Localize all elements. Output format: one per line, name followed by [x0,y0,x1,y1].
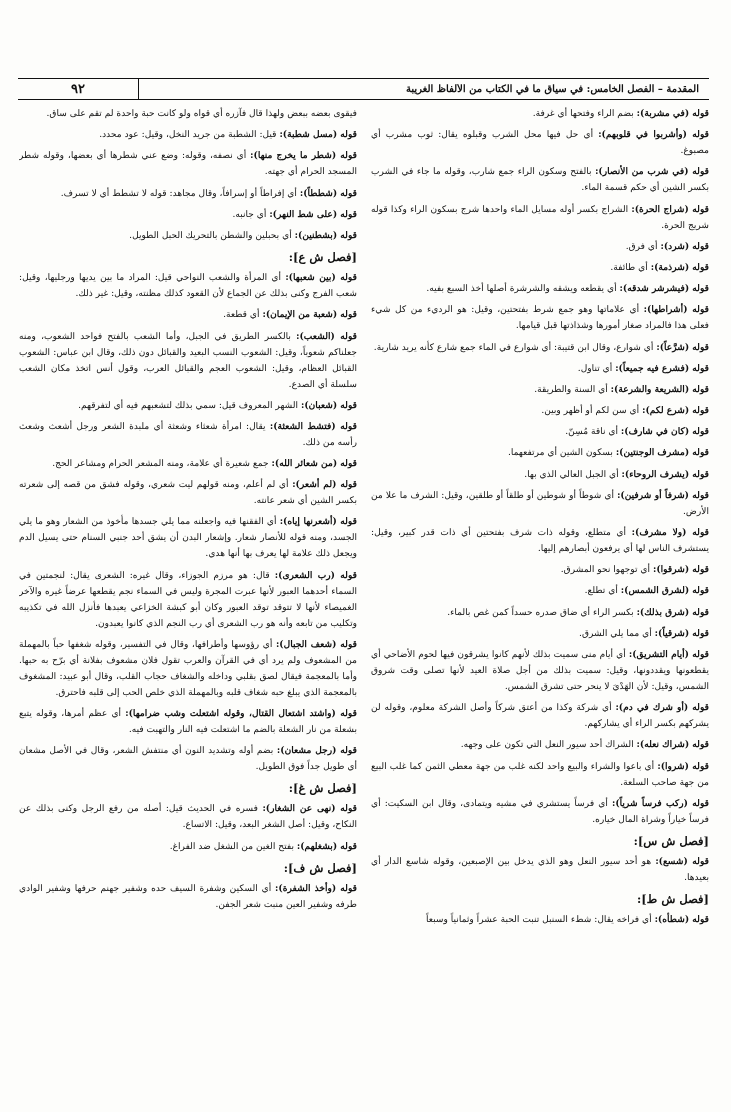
entry-text: أي جانبه. [232,209,267,220]
entry-keyword: قوله (شعف الجبال): [275,638,357,650]
entry-text: أي فرق. [625,241,658,252]
dictionary-entry [371,796,709,828]
entry-keyword: قوله (ولا مشرف): [631,527,709,538]
entry-keyword: قوله (شعبان): [300,399,357,411]
section-heading: [فصل ش ع]: [288,250,357,265]
entry-text: أي نصفه، وقوله: وضع عني شطرها أي بعضها، وقوله شطر المسجد الحرام أي جهته. [19,151,357,178]
dictionary-entry [371,403,709,419]
section-heading: [فصل ش غ]: [288,781,357,796]
dictionary-entry [371,562,709,578]
entry-keyword: قوله (واشتد اشتعال القتال، وقوله اشتعلت وشب ضرامها): [125,708,357,719]
entry-text: أي يقطعه ويشقه والشرشرة أصلها أخذ السبع بفيه. [426,284,617,295]
entry-text: فسره في الحديث قيل: أصله من رفع الرجل وكنى بذلك عن النكاح، وقيل: أصل الشغر البعد، وقيل: الاتساع. [19,804,357,831]
entry-keyword: قوله (شروا): [657,760,709,772]
entry-keyword: قوله (فتشط الشعثة): [269,420,357,432]
header-title: المقدمة – الفصل الخامس: في سياق ما في الكتاب من الألفاظ الغريبة [405,83,699,95]
entry-keyword: قوله (في مشربة): [636,108,709,119]
right-column [371,106,709,1106]
text-columns [18,106,709,1106]
entry-text: الشهر المعروف قيل: سمي بذلك لتشعبهم فيه أي لتفرقهم. [78,400,299,411]
entry-keyword: قوله (شرد): [660,240,709,252]
dictionary-entry [19,228,357,244]
entry-text: بسكون الشين أي مرتفعهما. [507,448,613,459]
dictionary-entry [19,743,357,775]
entry-keyword: قوله (أو شرك في دم): [615,702,709,714]
dictionary-entry [19,801,357,833]
entry-keyword: قوله (فشرع فيه جميعاً): [615,362,709,374]
dictionary-entry [19,419,357,451]
entry-keyword: قوله (بشطنين): [294,229,357,241]
entry-keyword: قوله (شرَّعاً): [656,341,709,353]
entry-keyword: قوله (بشغلهم): [296,840,357,852]
dictionary-entry [19,637,357,701]
dictionary-entry [371,202,709,234]
entry-text: أي مما يلي الشرق. [579,628,652,639]
entry-text: جمع شعيرة أي علامة، ومنه المشعر الحرام ومشاعر الحج. [52,459,269,470]
dictionary-entry [19,127,357,143]
entry-keyword: قوله (شرع لكم): [642,405,709,417]
dictionary-entry [19,881,357,913]
entry-text: أي شوارع، وقال ابن قتيبة: أي شوارع في الماء جمع شارع كأنه يريد شارية. [373,342,654,353]
entry-keyword: قوله (وأخذ الشفرة): [275,882,357,894]
entry-keyword: قوله (شراك نعله): [636,739,709,751]
dictionary-entry [19,706,357,738]
dictionary-entry [19,270,357,302]
dictionary-entry [371,605,709,621]
dictionary-entry [371,488,709,520]
section-heading: [فصل ش ط]: [637,892,709,907]
entry-text: أي عظم أمرها، وقوله يتبع بشعلة من نار الشعلة بالضم ما اشتعلت فيه النار والتهبت فيه. [19,709,357,735]
dictionary-entry [371,525,709,557]
entry-text: أي باعوا والشراء والبيع واحد لكنه غلب من جهة معطي الثمن كما غلب البيع من جهة صاحب السلعة. [371,761,709,788]
section-heading: [فصل ش س]: [633,833,709,848]
entry-text: أي توجهوا نحو المشرق. [560,565,651,576]
dictionary-entry [371,361,709,377]
entry-text: أي الفقنها فيه واجعلنه مما يلي جسدها مأخوذ من الشعار وهو ما يلي الجسد، ومنه قوله للأنصار شعار. وإشعار البدن أن يشق أحد جنبي السنام حتى يسيل الدم ويجعل ذلك علامة لها يعرف بها أنها هدي. [19,517,357,560]
entry-text: أي لم أعلم، ومنه قولهم ليت شعري، وقوله فشق من قصه إلى شعرته بكسر الشين أي شعر عانته. [19,480,357,507]
entry-keyword: قوله (شرذمة): [650,261,709,273]
entry-keyword: قوله (أشراطها): [643,304,709,316]
left-column [19,106,357,1106]
entry-text: أي فرساً يستشري في مشيه ويتمادى، وقال ابن السكيت: أي فرساً خياراً وشراة المال خياره. [371,798,709,825]
entry-keyword: قوله (شطأه): [654,914,709,926]
entry-text: أي قطعة. [223,310,260,321]
entry-keyword: قوله (رب الشعرى): [274,569,357,581]
dictionary-entry [19,839,357,855]
dictionary-entry [19,514,357,562]
dictionary-entry [371,127,709,159]
entry-text: أي الجبل العالي الذي بها. [524,469,619,480]
entry-text: بضم أوله وتشديد النون أي منتفش الشعر، وقال في الأصل مشعان أي طويل جداً فوق الطويل. [19,746,357,773]
entry-text: قيل: الشطبة من جريد النخل، وقيل: عود محدد. [99,130,277,141]
entry-text: أي متطلع، وقوله ذات شرف بفتحتين أي ذات قدر كبير، وقيل: يستشرف الناس لها أي يرفعون أبصارهم إليها. [371,528,709,554]
entry-keyword: قوله (بين شعبها): [285,272,357,284]
entry-text: بالفتح وسكون الراء جمع شارب، وقوله ما جاء في الشرب بكسر الشين أي حكم قسمة الماء. [371,167,709,194]
entry-text: أي فراخه يقال: شطء السنبل تنبت الحبة عشراً وثمانياً وسبعاً [425,915,652,926]
entry-text: قال: هو مرزم الجوزاء، وقال غيره: الشعرى يقال: لنجمتين في السماء أحدهما العبور لأنها عبرت المجرة وليس في السماء نجم يقطعها عرضاً غيره والآخر الغميصاء لأنها لا تتوقد توقد العبور وكان أبو كبشة الخزاعي يعبدها فأنزل الله في تكذيبه وتكليب من تابعه وأنه هو رب الشعرى أي رب النجم الذي كانوا يعبدون. [19,570,357,629]
entry-text: أي تطلع. [584,586,618,597]
entry-keyword: قوله (شسع): [655,855,709,867]
dictionary-entry [371,424,709,440]
entry-keyword: قوله (شطر ما يخرج منها): [250,150,357,162]
entry-text: أي المرأة والشعب النواحي قيل: المراد ما بين يديها ورجليها، وقيل: شعب الفرج وكنى بذلك عن الجماع لأن القعود كذلك مظنته، وقيل: غير ذلك. [19,273,357,300]
entry-keyword: قوله (مشرف الوجنتين): [615,447,709,459]
dictionary-entry [371,583,709,599]
entry-text: بفتح الغين من الشغل ضد الفراغ. [169,841,294,852]
entry-keyword: قوله (فيشرشر شدقه): [619,283,709,295]
dictionary-entry [19,148,357,180]
entry-keyword: قوله (في شرب من الأنصار): [595,166,709,178]
entry-keyword: قوله (أيام التشريق): [628,648,709,660]
entry-text: الشراج بكسر أوله مسايل الماء واحدها شرج بسكون الراء وكذا قوله شريج الحرة. [371,204,709,231]
entry-text: أي أيام منى سميت بذلك لأنهم كانوا يشرقون فيها لحوم الأضاحي أي يقطعونها ويقددونها، وقيل: سميت بذلك من أجل صلاة العيد لأنها تصلى وقت شروق الشمس، وقيل: لأن الهَدْيَ لا ينحر حتى تشرق الشمس. [371,649,709,692]
entry-text: هو أحد سيور النعل وهو الذي يدخل بين الإصبعين، وقوله شاسع الدار أي بعيدها. [371,856,709,883]
entry-keyword: قوله (شعبة من الإيمان): [262,309,357,321]
dictionary-entry [371,700,709,732]
entry-text: بكسر الراء أي ضاق صدره حسداً كمن غص بالماء. [447,607,634,618]
entry-text: أي تناول. [577,363,613,374]
dictionary-entry [19,456,357,472]
entry-text: أي السكين وشفرة السيف حده وشفير جهنم حرفها وشفير الوادي طرفه وشفير العين منبت شعر الجفن. [19,883,357,910]
entry-keyword: قوله (نهى عن الشغار): [262,803,357,815]
dictionary-entry [371,106,709,122]
entry-keyword: قوله (مسل شطبة): [279,129,357,141]
entry-text: أي شركة وكذا من أعتق شركاً وأصل الشركة معلوم، وقوله لن يشركهم بكسر الراء أي يشاركهم. [371,703,709,730]
entry-keyword: قوله (رجل مشعان): [276,745,357,757]
page-number: ٩٢ [18,79,139,99]
entry-text: أي السنة والطريقة. [534,384,608,395]
dictionary-entry [371,445,709,461]
dictionary-entry [371,854,709,886]
dictionary-entry [19,568,357,632]
entry-keyword: قوله (لشرق الشمس): [620,585,709,597]
entry-keyword: قوله (على شط النهر): [269,208,357,220]
entry-keyword: قوله (وأشربوا في قلوبهم): [598,129,709,141]
dictionary-entry [371,737,709,753]
entry-text: أي حل فيها محل الشرب وقبلوه يقال: ثوب مشرب أي مصبوغ. [371,130,709,157]
dictionary-entry [371,759,709,791]
dictionary-entry [371,626,709,642]
entry-text: أي شوطاً أو شوطين أو طلقاً أو طلقين، وقيل: الشرف ما علا من الأرض. [371,490,709,517]
entry-keyword: قوله (شرقياً): [654,627,709,639]
dictionary-entry [19,186,357,202]
entry-keyword: قوله (شراج الحرة): [631,203,709,215]
entry-keyword: قوله (شرقوا): [652,564,709,576]
entry-keyword: قوله (يشرف الروحاء): [621,468,709,480]
entry-text: أي ناقة مُسِنّ. [565,427,619,438]
dictionary-entry [371,340,709,356]
entry-text: أي سن لكم أو أظهر وبين. [541,406,640,417]
dictionary-entry [371,382,709,398]
entry-keyword: قوله (أشعرنها إياه): [279,516,357,528]
dictionary-entry [371,260,709,276]
entry-keyword: قوله (لم أشعر): [292,479,357,491]
entry-text: أي طائفة. [610,262,648,273]
entry-keyword: قوله (شرق بذلك): [636,606,709,618]
entry-keyword: قوله (من شعائر الله): [271,458,357,470]
dictionary-entry [371,239,709,255]
dictionary-entry [371,647,709,695]
entry-text: أي إفراطاً أو إسرافاً، وقال مجاهد: قوله لا تشطط أي لا تسرف. [60,188,297,199]
dictionary-entry [19,329,357,393]
entry-text: أي رؤوسها وأطرافها، وقال في التفسير، وقوله شغفها حباً بالمهملة من المشعوف ولم يرد أي في القرآن والعرب تقول فلان مشعوف بفلانة أي برّح به حبها. وأما بالمعجمة فيقال لصق بقلبي وداخله والشغاف حجاب القلب، وقال أبو عبيد: المشغوف بالمعجمة الذي يبلغ حبه شغاف قلبه وبالمهملة الذي خلص الحب إلى قلبه فاحترق. [19,639,357,698]
entry-text: الشراك أحد سيور النعل التي تكون على وجهه. [460,740,634,751]
entry-text: أي بحبلين والشطن بالتحريك الحبل الطويل. [129,230,292,241]
entry-keyword: قوله (كان في شارف): [620,426,709,438]
entry-keyword: قوله (ركب فرساً شرياً): [611,797,709,809]
dictionary-entry [19,106,357,122]
entry-text: بضم الراء وفتحها أي غرفة. [532,109,634,119]
dictionary-entry [371,281,709,297]
entry-text: أي علاماتها وهو جمع شرط بفتحتين، وقيل: هو الرديء من كل شيء فعلى هذا فالمراد صغار أمورها وشذاذتها قبل قيامها. [371,305,709,332]
dictionary-entry [19,207,357,223]
dictionary-entry [19,307,357,323]
dictionary-entry [371,302,709,334]
entry-keyword: قوله (شرفاً أو شرفين): [617,489,709,501]
entry-keyword: قوله (شططاً): [299,187,357,199]
running-header [18,78,709,100]
dictionary-entry [371,467,709,483]
dictionary-entry [371,164,709,196]
entry-keyword: قوله (الشعب): [296,330,357,342]
dictionary-entry [19,398,357,414]
entry-text: فيقوى بعضه ببعض ولهذا قال فآزره أي قواه ولو كانت حبة واحدة لم تقم على ساق. [46,109,357,119]
entry-text: بالكسر الطريق في الجبل، وأما الشعب بالفتح فواحد الشعوب، ومنه جعلناكم شعوباً، وقيل: الشعوب النسب البعيد والقبائل دون ذلك، وقال ابن عباس: الشعوب القبائل العظام، وقيل: الشعوب العجم والقبائل العرب، وقول أنس اتخذ مكان الشعب سلسلة أي الصدع. [19,331,357,390]
dictionary-entry [371,912,709,928]
entry-keyword: قوله (الشريعة والشرعة): [610,383,709,395]
dictionary-entry [19,477,357,509]
section-heading: [فصل ش ف]: [283,860,357,875]
entry-text: يقال: امرأة شعثاء وشعثة أي ملبدة الشعر ورجل أشعث وشعث رأسه من ذلك. [19,421,357,448]
